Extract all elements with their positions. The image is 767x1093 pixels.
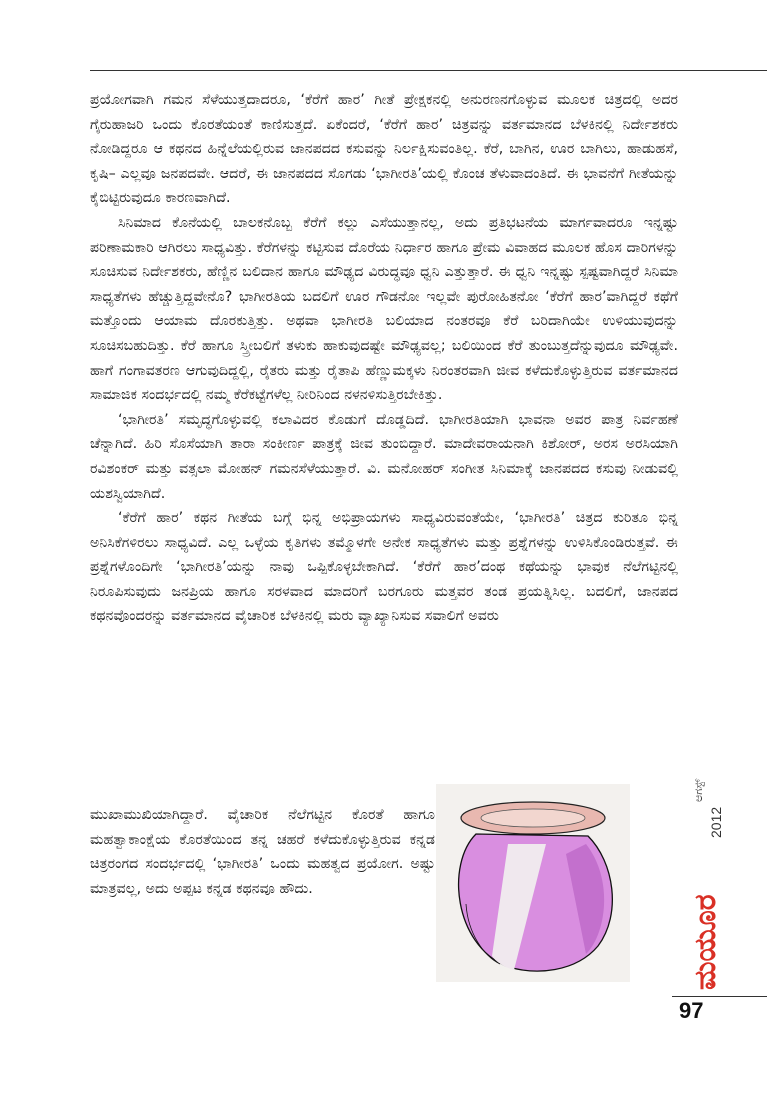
article-body xyxy=(90,88,678,629)
magazine-footer xyxy=(688,760,738,990)
paragraph-2: ಸಿನಿಮಾದ ಕೊನೆಯಲ್ಲಿ ಬಾಲಕನೊಬ್ಬ ಕೆರೆಗೆ ಕಲ್ಲು ಎಸೆಯುತ್ತಾನಲ್ಲ, ಅದು ಪ್ರತಿಭಟನೆಯ ಮಾರ್ಗವಾದರೂ ಇನ್ನಷ್ಟು ಪರಿಣಾಮಕಾರಿ ಆಗಿರಲು ಸಾಧ್ಯವಿತ್ತು. ಕೆರೆಗಳನ್ನು ಕಟ್ಟಿಸುವ ದೊರೆಯ ನಿರ್ಧಾರ ಹಾಗೂ ಪ್ರೇಮ ವಿವಾಹದ ಮೂಲಕ ಹೊಸ ದಾರಿಗಳನ್ನು ಸೂಚಿಸುವ ನಿರ್ದೇಶಕರು, ಹೆಣ್ಣಿನ ಬಲಿದಾನ ಹಾಗೂ ಮೌಢ್ಯದ ವಿರುದ್ಧವೂ ಧ್ವನಿ ಎತ್ತುತ್ತಾರೆ. ಈ ಧ್ವನಿ ಇನ್ನಷ್ಟು ಸ್ಪಷ್ಟವಾಗಿದ್ದರೆ ಸಿನಿಮಾ ಸಾಧ್ಯತೆಗಳು ಹೆಚ್ಚುತ್ತಿದ್ದವೇನೊ? ಭಾಗೀರತಿಯ ಬದಲಿಗೆ ಊರ ಗೌಡನೋ ಇಲ್ಲವೇ ಪುರೋಹಿತನೋ ‘ಕೆರೆಗೆ ಹಾರ’ವಾಗಿದ್ದರೆ ಕಥೆಗೆ ಮತ್ತೊಂದು ಆಯಾಮ ದೊರಕುತ್ತಿತ್ತು. ಅಥವಾ ಭಾಗೀರತಿ ಬಲಿಯಾದ ನಂತರವೂ ಕೆರೆ ಬರಿದಾಗಿಯೇ ಉಳಿಯುವುದನ್ನು ಸೂಚಿಸಬಹುದಿತ್ತು. ಕೆರೆ ಹಾಗೂ ಸ್ತ್ರೀಬಲಿಗೆ ತಳುಕು ಹಾಕುವುದಷ್ಟೇ ಮೌಢ್ಯವಲ್ಲ; ಬಲಿಯಿಂದ ಕೆರೆ ತುಂಬುತ್ತದೆನ್ನುವುದೂ ಮೌಢ್ಯವೇ. ಹಾಗೆ ಗಂಗಾವತರಣ ಆಗುವುದಿದ್ದಲ್ಲಿ, ರೈತರು ಮತ್ತು ರೈತಾಪಿ ಹೆಣ್ಣುಮಕ್ಕಳು ನಿರಂತರವಾಗಿ ಜೀವ ಕಳೆದುಕೊಳ್ಳುತ್ತಿರುವ ವರ್ತಮಾನದ ಸಾಮಾಜಿಕ ಸಂದರ್ಭದಲ್ಲಿ ನಮ್ಮ ಕೆರೆಕಟ್ಟೆಗಳೆಲ್ಲ ನೀರಿನಿಂದ ನಳನಳಿಸುತ್ತಿರಬೇಕಿತ್ತು. xyxy=(90,214,678,404)
issue-month: ಆಗಸ್ಟ್ xyxy=(692,778,705,802)
article-body-wrapped xyxy=(90,803,435,901)
footer-rule xyxy=(672,996,767,997)
issue-year: 2012 xyxy=(708,806,724,838)
magazine-title: ಮಯೂರ xyxy=(688,894,723,990)
paragraph-4-continued: ಮುಖಾಮುಖಿಯಾಗಿದ್ದಾರೆ. ವೈಚಾರಿಕ ನೆಲೆಗಟ್ಟಿನ ಕೊರತೆ ಹಾಗೂ ಮಹತ್ವಾಕಾಂಕ್ಷೆಯ ಕೊರತೆಯಿಂದ ತನ್ನ ಚಹರೆ ಕಳೆದುಕೊಳ್ಳುತ್ತಿರುವ ಕನ್ನಡ ಚಿತ್ರರಂಗದ ಸಂದರ್ಭದಲ್ಲಿ ‘ಭಾಗೀರತಿ’ ಒಂದು ಮಹತ್ವದ ಪ್ರಯೋಗ. ಅಷ್ಟು ಮಾತ್ರವಲ್ಲ, ಅದು ಅಪ್ಪಟ ಕನ್ನಡ ಕಥನವೂ ಹೌದು. xyxy=(90,807,435,897)
pot-drawing xyxy=(436,784,630,982)
header-rule xyxy=(90,70,767,71)
paragraph-4: ‘ಕೆರೆಗೆ ಹಾರ’ ಕಥನ ಗೀತೆಯ ಬಗ್ಗೆ ಭಿನ್ನ ಅಭಿಪ್ರಾಯಗಳು ಸಾಧ್ಯವಿರುವಂತೆಯೇ, ‘ಭಾಗೀರತಿ’ ಚಿತ್ರದ ಕುರಿತೂ ಭಿನ್ನ ಅನಿಸಿಕೆಗಳಿರಲು ಸಾಧ್ಯವಿದೆ. ಎಲ್ಲ ಒಳ್ಳೆಯ ಕೃತಿಗಳು ತಮ್ಮೊಳಗೇ ಅನೇಕ ಸಾಧ್ಯತೆಗಳು ಮತ್ತು ಪ್ರಶ್ನೆಗಳನ್ನು ಉಳಿಸಿಕೊಂಡಿರುತ್ತವೆ. ಈ ಪ್ರಶ್ನೆಗಳೊಂದಿಗೇ ‘ಭಾಗೀರತಿ’ಯನ್ನು ನಾವು ಒಪ್ಪಿಕೊಳ್ಳಬೇಕಾಗಿದೆ. ‘ಕೆರೆಗೆ ಹಾರ’ದಂಥ ಕಥೆಯನ್ನು ಭಾವುಕ ನೆಲೆಗಟ್ಟಿನಲ್ಲಿ ನಿರೂಪಿಸುವುದು ಜನಪ್ರಿಯ ಹಾಗೂ ಸರಳವಾದ ಮಾದರಿಗೆ ಬರಗೂರು ಮತ್ತವರ ತಂಡ ಪ್ರಯತ್ನಿಸಿಲ್ಲ. ಬದಲಿಗೆ, ಜಾನಪದ ಕಥನವೊಂದರನ್ನು ವರ್ತಮಾನದ ವೈಚಾರಿಕ ಬೆಳಕಿನಲ್ಲಿ ಮರು ವ್ಯಾಖ್ಯಾನಿಸುವ ಸವಾಲಿಗೆ ಅವರು xyxy=(90,510,678,625)
paragraph-1: ಪ್ರಯೋಗವಾಗಿ ಗಮನ ಸೆಳೆಯುತ್ತದಾದರೂ, ‘ಕೆರೆಗೆ ಹಾರ’ ಗೀತೆ ಪ್ರೇಕ್ಷಕನಲ್ಲಿ ಅನುರಣನಗೊಳ್ಳುವ ಮೂಲಕ ಚಿತ್ರದಲ್ಲಿ ಅದರ ಗೈರುಹಾಜರಿ ಒಂದು ಕೊರತೆಯಂತೆ ಕಾಣಿಸುತ್ತದೆ. ಏಕೆಂದರೆ, ‘ಕೆರೆಗೆ ಹಾರ’ ಚಿತ್ರವನ್ನು ವರ್ತಮಾನದ ಬೆಳಕಿನಲ್ಲಿ ನಿರ್ದೇಶಕರು ನೋಡಿದ್ದರೂ ಆ ಕಥನದ ಹಿನ್ನೆಲೆಯಲ್ಲಿರುವ ಜಾನಪದದ ಕಸುವನ್ನು ನಿರ್ಲಕ್ಷಿಸುವಂತಿಲ್ಲ. ಕೆರೆ, ಬಾಗಿನ, ಊರ ಬಾಗಿಲು, ಹಾಡುಹಸೆ, ಕೃಷಿ– ಎಲ್ಲವೂ ಜನಪದವೇ. ಆದರೆ, ಈ ಜಾನಪದದ ಸೊಗಡು ‘ಭಾಗೀರತಿ’ಯಲ್ಲಿ ಕೊಂಚ ತೆಳುವಾದಂತಿದೆ. ಈ ಭಾವನೆಗೆ ಗೀತೆಯನ್ನು ಕೈಬಿಟ್ಟಿರುವುದೂ ಕಾರಣವಾಗಿದೆ. xyxy=(90,92,678,207)
page-number: 97 xyxy=(679,998,704,1023)
clay-pot-illustration xyxy=(436,784,630,982)
paragraph-3: ‘ಭಾಗೀರತಿ’ ಸಮೃದ್ಧಗೊಳ್ಳುವಲ್ಲಿ ಕಲಾವಿದರ ಕೊಡುಗೆ ದೊಡ್ಡದಿದೆ. ಭಾಗೀರತಿಯಾಗಿ ಭಾವನಾ ಅವರ ಪಾತ್ರ ನಿರ್ವಹಣೆ ಚೆನ್ನಾಗಿದೆ. ಹಿರಿ ಸೊಸೆಯಾಗಿ ತಾರಾ ಸಂಕೀರ್ಣ ಪಾತ್ರಕ್ಕೆ ಜೀವ ತುಂಬಿದ್ದಾರೆ. ಮಾದೇವರಾಯನಾಗಿ ಕಿಶೋರ್, ಅರಸ ಅರಸಿಯಾಗಿ ರವಿಶಂಕರ್ ಮತ್ತು ವತ್ಸಲಾ ಮೋಹನ್ ಗಮನಸೆಳೆಯುತ್ತಾರೆ. ವಿ. ಮನೋಹರ್ ಸಂಗೀತ ಸಿನಿಮಾಕ್ಕೆ ಜಾನಪದದ ಕಸುವು ನೀಡುವಲ್ಲಿ ಯಶಸ್ವಿಯಾಗಿದೆ. xyxy=(90,411,678,502)
